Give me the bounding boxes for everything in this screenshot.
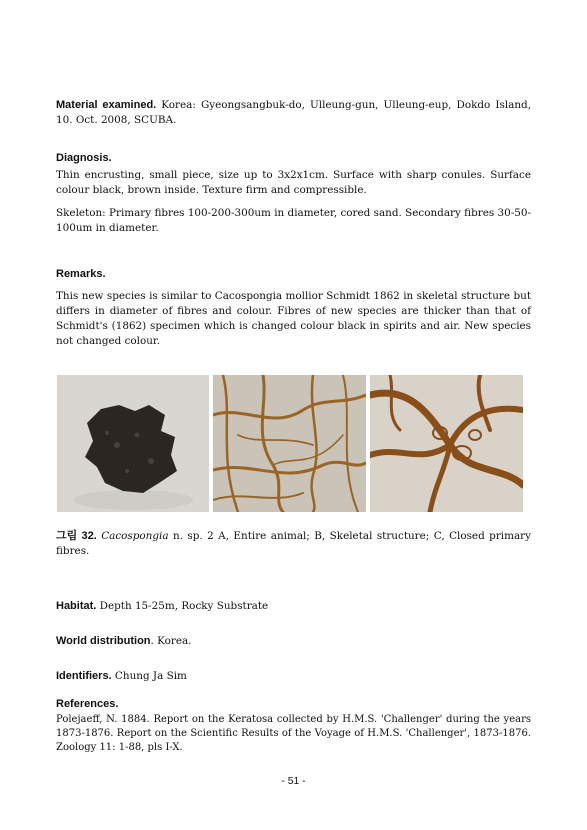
habitat-label: Habitat. — [56, 600, 97, 612]
figure-caption-label: 그림 32. — [56, 530, 97, 542]
figure-caption — [56, 529, 531, 559]
figure-photo-c-primary-fibres — [370, 375, 523, 512]
identifiers-text: Chung Ja Sim — [111, 670, 187, 682]
figure-photo-a-entire-animal — [57, 375, 209, 512]
diagnosis-heading: Diagnosis. — [56, 152, 112, 164]
references-heading: References. — [56, 698, 119, 710]
habitat-paragraph — [56, 599, 531, 614]
specimen-illustration — [57, 375, 209, 512]
world-distribution-paragraph — [56, 634, 531, 649]
remarks-heading: Remarks. — [56, 268, 106, 280]
world-distribution-text: . Korea. — [150, 635, 192, 647]
diagnosis-paragraph-1: Thin encrusting, small piece, size up to 3x2x1cm. Surface with sharp conules. Surface colour black, brown inside. Texture firm and compressible. — [56, 169, 531, 196]
figure-caption-genus: Cacospongia — [101, 530, 169, 542]
world-distribution-label: World distribution — [56, 635, 151, 647]
references-text: Polejaeff, N. 1884. Report on the Keratosa collected by H.M.S. 'Challenger' during the years 1873-1876. Report on the Scientific Results of the Voyage of H.M.S. 'Challenger', 1873-1876. Zoology 11: 1-88, pls I-X. — [56, 714, 531, 753]
material-examined-text: Korea: Gyeongsangbuk-do, Ulleung-gun, Ulleung-eup, Dokdo Island, 10. Oct. 2008, SCUBA. — [56, 99, 531, 126]
figure-photo-b-skeletal-structure — [213, 375, 366, 512]
habitat-text: Depth 15-25m, Rocky Substrate — [96, 600, 269, 612]
identifiers-paragraph — [56, 669, 531, 684]
skeletal-structure-illustration — [213, 375, 366, 512]
remarks-paragraph: This new species is similar to Cacospongia mollior Schmidt 1862 in skeletal structure but differs in diameter of fibres and colour. Fibres of new species are thicker than that of Schmidt's (1862) specimen which is changed colour black in spirits and air. New species not changed colour. — [56, 290, 531, 347]
material-examined-paragraph — [56, 98, 531, 128]
figure-caption-text: n. sp. 2 A, Entire animal; B, Skeletal structure; C, Closed primary fibres. — [56, 530, 531, 557]
diagnosis-paragraph-2: Skeleton: Primary fibres 100-200-300um in diameter, cored sand. Secondary fibres 30-50-100um in diameter. — [56, 207, 531, 234]
primary-fibres-illustration — [370, 375, 523, 512]
identifiers-label: Identifiers. — [56, 670, 112, 682]
material-examined-label: Material examined. — [56, 99, 157, 111]
page-number: - 51 - — [281, 776, 306, 787]
